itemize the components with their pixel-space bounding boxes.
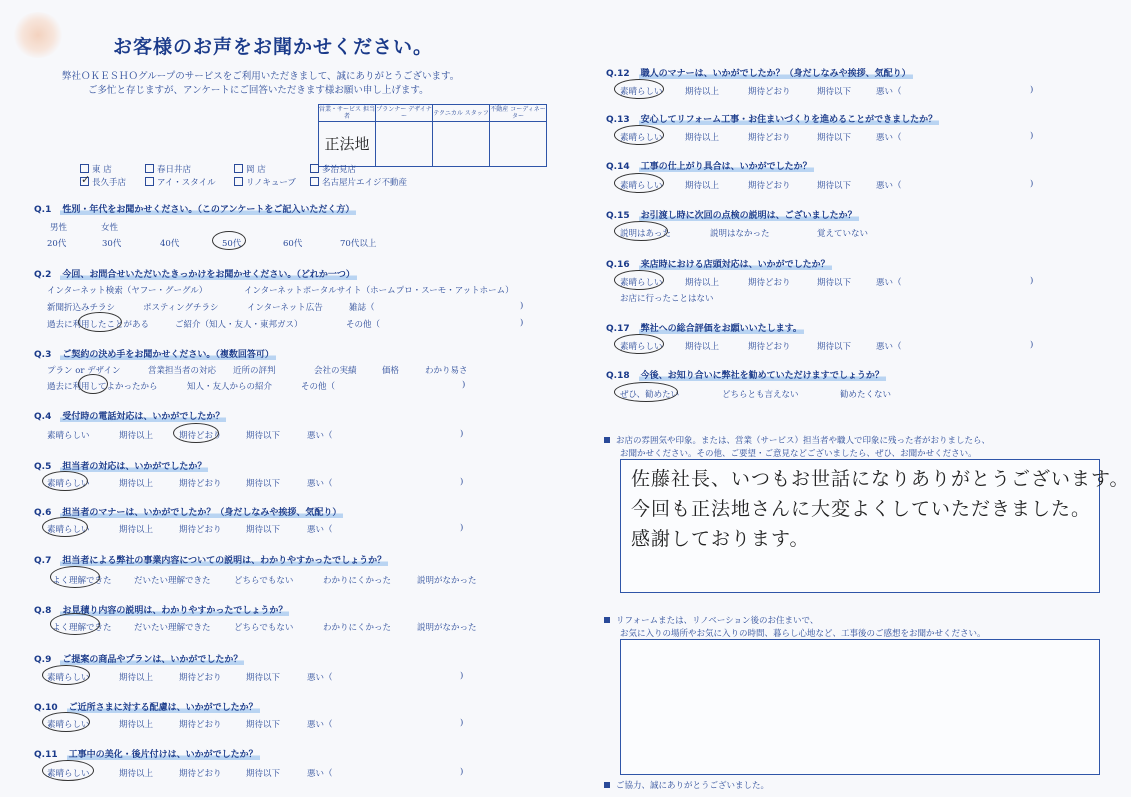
store-checkbox-4[interactable]: ✓ 長久手店 <box>81 173 127 188</box>
q12-opt-bad[interactable]: 悪い（ <box>876 87 902 97</box>
q5-question: Q.5 担当者の対応は、いかがでしたか？ <box>34 462 207 472</box>
q17-selection-circle <box>614 334 664 354</box>
q4-opt-above[interactable]: 期待以上 <box>119 431 154 441</box>
q11-paren-close: ) <box>460 767 464 777</box>
q1-question: Q.1 性別・年代をお聞かせください。（このアンケートをご記入いただく方） <box>34 205 355 215</box>
q8-opt-hard[interactable]: わかりにくかった <box>323 623 392 633</box>
q12-opt-below[interactable]: 期待以下 <box>817 87 852 97</box>
q12-opt-excellent[interactable]: 素晴らしい <box>620 87 663 97</box>
q2-option-posting[interactable]: ポスティングチラシ <box>143 303 219 313</box>
staff-realestate-field[interactable] <box>490 122 547 167</box>
q9-selection-circle <box>42 665 90 685</box>
q15-opt-forgot[interactable]: 覚えていない <box>817 229 869 239</box>
q8-selection-circle <box>50 613 100 635</box>
q12-paren-close: ) <box>1030 85 1034 95</box>
q5-opt-excellent[interactable]: 素晴らしい <box>47 479 90 489</box>
q12-selection-circle <box>614 79 664 99</box>
q7-opt-well[interactable]: よく理解できた <box>52 576 112 586</box>
q17-opt-bad[interactable]: 悪い（ <box>876 342 902 352</box>
q14-opt-excellent[interactable]: 素晴らしい <box>620 181 663 191</box>
thanks-message: ご協力、誠にありがとうございました。 <box>604 779 769 791</box>
q2-option-referral[interactable]: ご紹介（知人・友人・東邦ガス） <box>175 320 303 330</box>
intro-line-2: ご多忙と存じますが、アンケートにご回答いただきます様お願い申し上げます。 <box>88 85 429 96</box>
q4-question: Q.4 受付時の電話対応は、いかがでしたか？ <box>34 412 225 422</box>
q3-question: Q.3 ご契約の決め手をお聞かせください。（複数回答可） <box>34 350 274 360</box>
q7-opt-none[interactable]: 説明がなかった <box>417 576 477 586</box>
q16-opt-below[interactable]: 期待以下 <box>817 278 852 288</box>
q5-opt-bad[interactable]: 悪い（ <box>307 479 333 489</box>
q10-opt-asexpected[interactable]: 期待どおり <box>179 720 222 730</box>
q14-opt-bad[interactable]: 悪い（ <box>876 181 902 191</box>
q3-option-record[interactable]: 会社の実績 <box>314 366 357 376</box>
q16-opt-above[interactable]: 期待以上 <box>685 278 720 288</box>
q2-option-webad[interactable]: インターネット広告 <box>247 303 323 313</box>
comment1-prompt-line-2: お聞かせください。その他、ご要望・ご意見などございましたら、ぜひ、お聞かせください。 <box>620 449 977 459</box>
store-checkbox-7[interactable]: 名古屋片エイジ不動産 <box>310 176 407 188</box>
q4-paren-close: ) <box>460 429 464 439</box>
q16-question: Q.16 来店時における店頭対応は、いかがでしたか？ <box>606 260 830 270</box>
q5-opt-above[interactable]: 期待以上 <box>119 479 154 489</box>
q11-question: Q.11 工事中の美化・後片付けは、いかがでしたか？ <box>34 750 258 760</box>
q11-opt-below[interactable]: 期待以下 <box>246 769 281 779</box>
staff-header-realestate: 不動産 コーディネーター <box>490 106 546 120</box>
q2-option-newspaper[interactable]: 新聞折込みチラシ <box>47 303 116 313</box>
q12-question: Q.12 職人のマナーは、いかがでしたか？（身だしなみや挨拶、気配り） <box>606 69 911 79</box>
q6-question: Q.6 担当者のマナーは、いかがでしたか？（身だしなみや挨拶、気配り） <box>34 508 342 518</box>
staff-header-planner: プランナー デザイナー <box>376 106 432 120</box>
q1-gender-male[interactable]: 男性 <box>50 223 68 233</box>
q17-question: Q.17 弊社への総合評価をお願いいたします。 <box>606 324 802 334</box>
staff-planner-field[interactable] <box>376 122 433 167</box>
q3-option-past[interactable]: 過去に利用してよかったから <box>47 382 158 392</box>
q4-opt-asexpected[interactable]: 期待どおり <box>179 431 222 441</box>
q16-opt-excellent[interactable]: 素晴らしい <box>620 278 663 288</box>
q10-question: Q.10 ご近所さまに対する配慮は、いかがでしたか？ <box>34 703 258 713</box>
q6-opt-above[interactable]: 期待以上 <box>119 525 154 535</box>
staff-table <box>318 104 547 167</box>
q18-question: Q.18 今後、お知り合いに弊社を勧めていただけますでしょうか？ <box>606 371 884 381</box>
staff-header-sales: 営業・サービス 担当者 <box>319 106 375 120</box>
comment2-textarea[interactable] <box>620 639 1100 775</box>
stamp-mark <box>12 12 64 58</box>
q1-age-30[interactable]: 30代 <box>102 239 122 249</box>
q4-opt-excellent[interactable]: 素晴らしい <box>47 431 90 441</box>
q2-question: Q.2 今回、お問合せいただいたきっかけをお聞かせください。（どれか一つ） <box>34 270 355 280</box>
q17-opt-below[interactable]: 期待以下 <box>817 342 852 352</box>
q18-opt-yes[interactable]: ぜひ、勧めたい <box>620 390 680 400</box>
comment1-line-2: 今回も正法地さんに大変よくしていただきました。 <box>631 498 1092 520</box>
store-checkbox-5[interactable]: アイ・スタイル <box>145 176 216 188</box>
q13-opt-below[interactable]: 期待以下 <box>817 133 852 143</box>
store-checkbox-1[interactable]: 春日井店 <box>145 163 191 175</box>
staff-technical-field[interactable] <box>433 122 490 167</box>
q15-opt-no[interactable]: 説明はなかった <box>710 229 770 239</box>
q15-selection-circle <box>614 221 668 241</box>
q5-paren-close: ) <box>460 477 464 487</box>
q1-age-40[interactable]: 40代 <box>160 239 180 249</box>
q2-option-search[interactable]: インターネット検索（ヤフー・グーグル） <box>47 286 208 296</box>
q1-age-70[interactable]: 70代以上 <box>340 239 377 249</box>
q16-paren-close: ) <box>1030 276 1034 286</box>
q13-opt-excellent[interactable]: 素晴らしい <box>620 133 663 143</box>
q14-selection-circle <box>614 173 664 193</box>
q12-opt-above[interactable]: 期待以上 <box>685 87 720 97</box>
q10-selection-circle <box>42 712 90 732</box>
staff-header-technical: テクニカル スタッフ <box>433 105 490 122</box>
q2-option-magazine[interactable]: 雑誌（ <box>349 303 375 313</box>
q1-age-60[interactable]: 60代 <box>283 239 303 249</box>
page-title: お客様のお声をお聞かせください。 <box>113 36 434 58</box>
q5-selection-circle <box>42 471 88 491</box>
q8-opt-neutral[interactable]: どちらでもない <box>234 623 294 633</box>
q1-gender-female[interactable]: 女性 <box>101 223 119 233</box>
q3-option-plan[interactable]: プラン or デザイン <box>47 366 121 376</box>
comment2-prompt-line-1: リフォームまたは、リノベーション後のお住まいで、 <box>604 614 818 626</box>
q11-opt-asexpected[interactable]: 期待どおり <box>179 769 222 779</box>
q14-question: Q.14 工事の仕上がり具合は、いかがでしたか？ <box>606 162 812 172</box>
q18-selection-circle <box>614 382 678 402</box>
q16-opt-asexpected[interactable]: 期待どおり <box>748 278 791 288</box>
q2-option-portal[interactable]: インターネットポータルサイト（ホームプロ・スーモ・アットホーム） <box>244 286 514 296</box>
q3-option-clarity[interactable]: わかり易さ <box>425 366 468 376</box>
q9-opt-below[interactable]: 期待以下 <box>246 673 281 683</box>
q9-opt-bad[interactable]: 悪い（ <box>307 673 333 683</box>
q13-opt-bad[interactable]: 悪い（ <box>876 133 902 143</box>
q17-paren-close: ) <box>1030 340 1034 350</box>
q11-opt-bad[interactable]: 悪い（ <box>307 769 333 779</box>
comment1-line-3: 感謝しております。 <box>631 528 810 550</box>
q1-age-20[interactable]: 20代 <box>47 239 67 249</box>
q5-opt-asexpected[interactable]: 期待どおり <box>179 479 222 489</box>
q2-paren-close-1: ) <box>520 301 524 311</box>
q3-paren-close: ) <box>462 380 466 390</box>
q17-opt-asexpected[interactable]: 期待どおり <box>748 342 791 352</box>
q10-opt-bad[interactable]: 悪い（ <box>307 720 333 730</box>
q4-opt-below[interactable]: 期待以下 <box>246 431 281 441</box>
q13-selection-circle <box>614 125 664 145</box>
q15-opt-yes[interactable]: 説明はあった <box>620 229 671 239</box>
q14-opt-above[interactable]: 期待以上 <box>685 181 720 191</box>
q10-paren-close: ) <box>460 718 464 728</box>
store-checkbox-2[interactable]: 岡 店 <box>234 163 266 175</box>
q8-opt-mostly[interactable]: だいたい理解できた <box>134 623 211 633</box>
q11-opt-above[interactable]: 期待以上 <box>119 769 154 779</box>
staff-name-field[interactable]: 正法地 <box>319 122 376 167</box>
q10-opt-excellent[interactable]: 素晴らしい <box>47 720 90 730</box>
q3-selection-circle <box>78 374 108 394</box>
q7-question: Q.7 担当者による弊社の事業内容についての説明は、わかりやすかったでしょうか？ <box>34 556 387 566</box>
q2-selection-circle <box>78 312 122 332</box>
q2-paren-close-2: ) <box>520 318 524 328</box>
comment1-prompt-line-1: お店の雰囲気や印象。または、営業（サービス）担当者や職人で印象に残った者がおりましたら、 <box>604 434 990 446</box>
q3-option-sales[interactable]: 営業担当者の対応 <box>148 366 217 376</box>
q6-selection-circle <box>42 517 88 537</box>
q13-opt-above[interactable]: 期待以上 <box>685 133 720 143</box>
q7-opt-hard[interactable]: わかりにくかった <box>323 576 392 586</box>
q13-question: Q.13 安心してリフォーム工事・お住まいづくりを進めることができましたか？ <box>606 115 938 125</box>
q4-opt-bad[interactable]: 悪い（ <box>307 431 333 441</box>
q11-selection-circle <box>42 760 94 781</box>
store-checkbox-3[interactable]: 多治見店 <box>310 163 356 175</box>
q14-opt-below[interactable]: 期待以下 <box>817 181 852 191</box>
q1-age-50[interactable]: 50代 <box>222 239 242 249</box>
q14-paren-close: ) <box>1030 179 1034 189</box>
q12-opt-asexpected[interactable]: 期待どおり <box>748 87 791 97</box>
q2-option-other[interactable]: その他（ <box>346 320 381 330</box>
q16-selection-circle <box>614 270 664 290</box>
q2-option-past[interactable]: 過去に利用したことがある <box>47 320 150 330</box>
store-checkbox-6[interactable]: リノキューブ <box>234 176 296 188</box>
q6-opt-excellent[interactable]: 素晴らしい <box>47 525 90 535</box>
comment2-prompt-line-2: お気に入りの場所やお気に入りの時間、暮らし心地など、工事後のご感想をお聞かせください。 <box>620 629 986 639</box>
q13-paren-close: ) <box>1030 131 1034 141</box>
q14-opt-asexpected[interactable]: 期待どおり <box>748 181 791 191</box>
q11-opt-excellent[interactable]: 素晴らしい <box>47 769 90 779</box>
q17-opt-above[interactable]: 期待以上 <box>685 342 720 352</box>
q8-question: Q.8 お見積り内容の説明は、わかりやすかったでしょうか？ <box>34 606 288 616</box>
comment1-textarea[interactable] <box>620 459 1130 593</box>
q7-opt-neutral[interactable]: どちらでもない <box>234 576 294 586</box>
q13-opt-asexpected[interactable]: 期待どおり <box>748 133 791 143</box>
q9-paren-close: ) <box>460 671 464 681</box>
q9-question: Q.9 ご提案の商品やプランは、いかがでしたか？ <box>34 655 243 665</box>
q1-selection-circle <box>212 231 246 250</box>
q7-opt-mostly[interactable]: だいたい理解できた <box>134 576 211 586</box>
q9-opt-asexpected[interactable]: 期待どおり <box>179 673 222 683</box>
q17-opt-excellent[interactable]: 素晴らしい <box>620 342 663 352</box>
q3-option-price[interactable]: 価格 <box>382 366 400 376</box>
q4-selection-circle <box>173 423 219 443</box>
q6-paren-close: ) <box>460 523 464 533</box>
q6-opt-bad[interactable]: 悪い（ <box>307 525 333 535</box>
q16-opt-never[interactable]: お店に行ったことはない <box>620 294 714 304</box>
q3-option-other[interactable]: その他（ <box>301 382 336 392</box>
q8-opt-well[interactable]: よく理解できた <box>52 623 112 633</box>
q16-opt-bad[interactable]: 悪い（ <box>876 278 902 288</box>
q9-opt-above[interactable]: 期待以上 <box>119 673 154 683</box>
store-checkbox-0[interactable]: 東 店 <box>80 163 112 175</box>
q7-selection-circle <box>50 566 100 588</box>
q9-opt-excellent[interactable]: 素晴らしい <box>47 673 90 683</box>
comment1-line-1: 佐藤社長、いつもお世話になりありがとうございます。 <box>631 468 1130 490</box>
q10-opt-below[interactable]: 期待以下 <box>246 720 281 730</box>
q18-opt-no[interactable]: 勧めたくない <box>840 390 892 400</box>
q18-opt-neutral[interactable]: どちらとも言えない <box>722 390 799 400</box>
q3-option-friend[interactable]: 知人・友人からの紹介 <box>187 382 273 392</box>
q3-option-reputation[interactable]: 近所の評判 <box>233 366 276 376</box>
q6-opt-below[interactable]: 期待以下 <box>246 525 281 535</box>
q10-opt-above[interactable]: 期待以上 <box>119 720 154 730</box>
q15-question: Q.15 お引渡し時に次回の点検の説明は、ございましたか？ <box>606 211 857 221</box>
intro-line-1: 弊社ＯＫＥＳＨＯグループのサービスをご利用いただきまして、誠にありがとうございます。 <box>62 71 460 82</box>
q5-opt-below[interactable]: 期待以下 <box>246 479 281 489</box>
q6-opt-asexpected[interactable]: 期待どおり <box>179 525 222 535</box>
q8-opt-none[interactable]: 説明がなかった <box>417 623 477 633</box>
